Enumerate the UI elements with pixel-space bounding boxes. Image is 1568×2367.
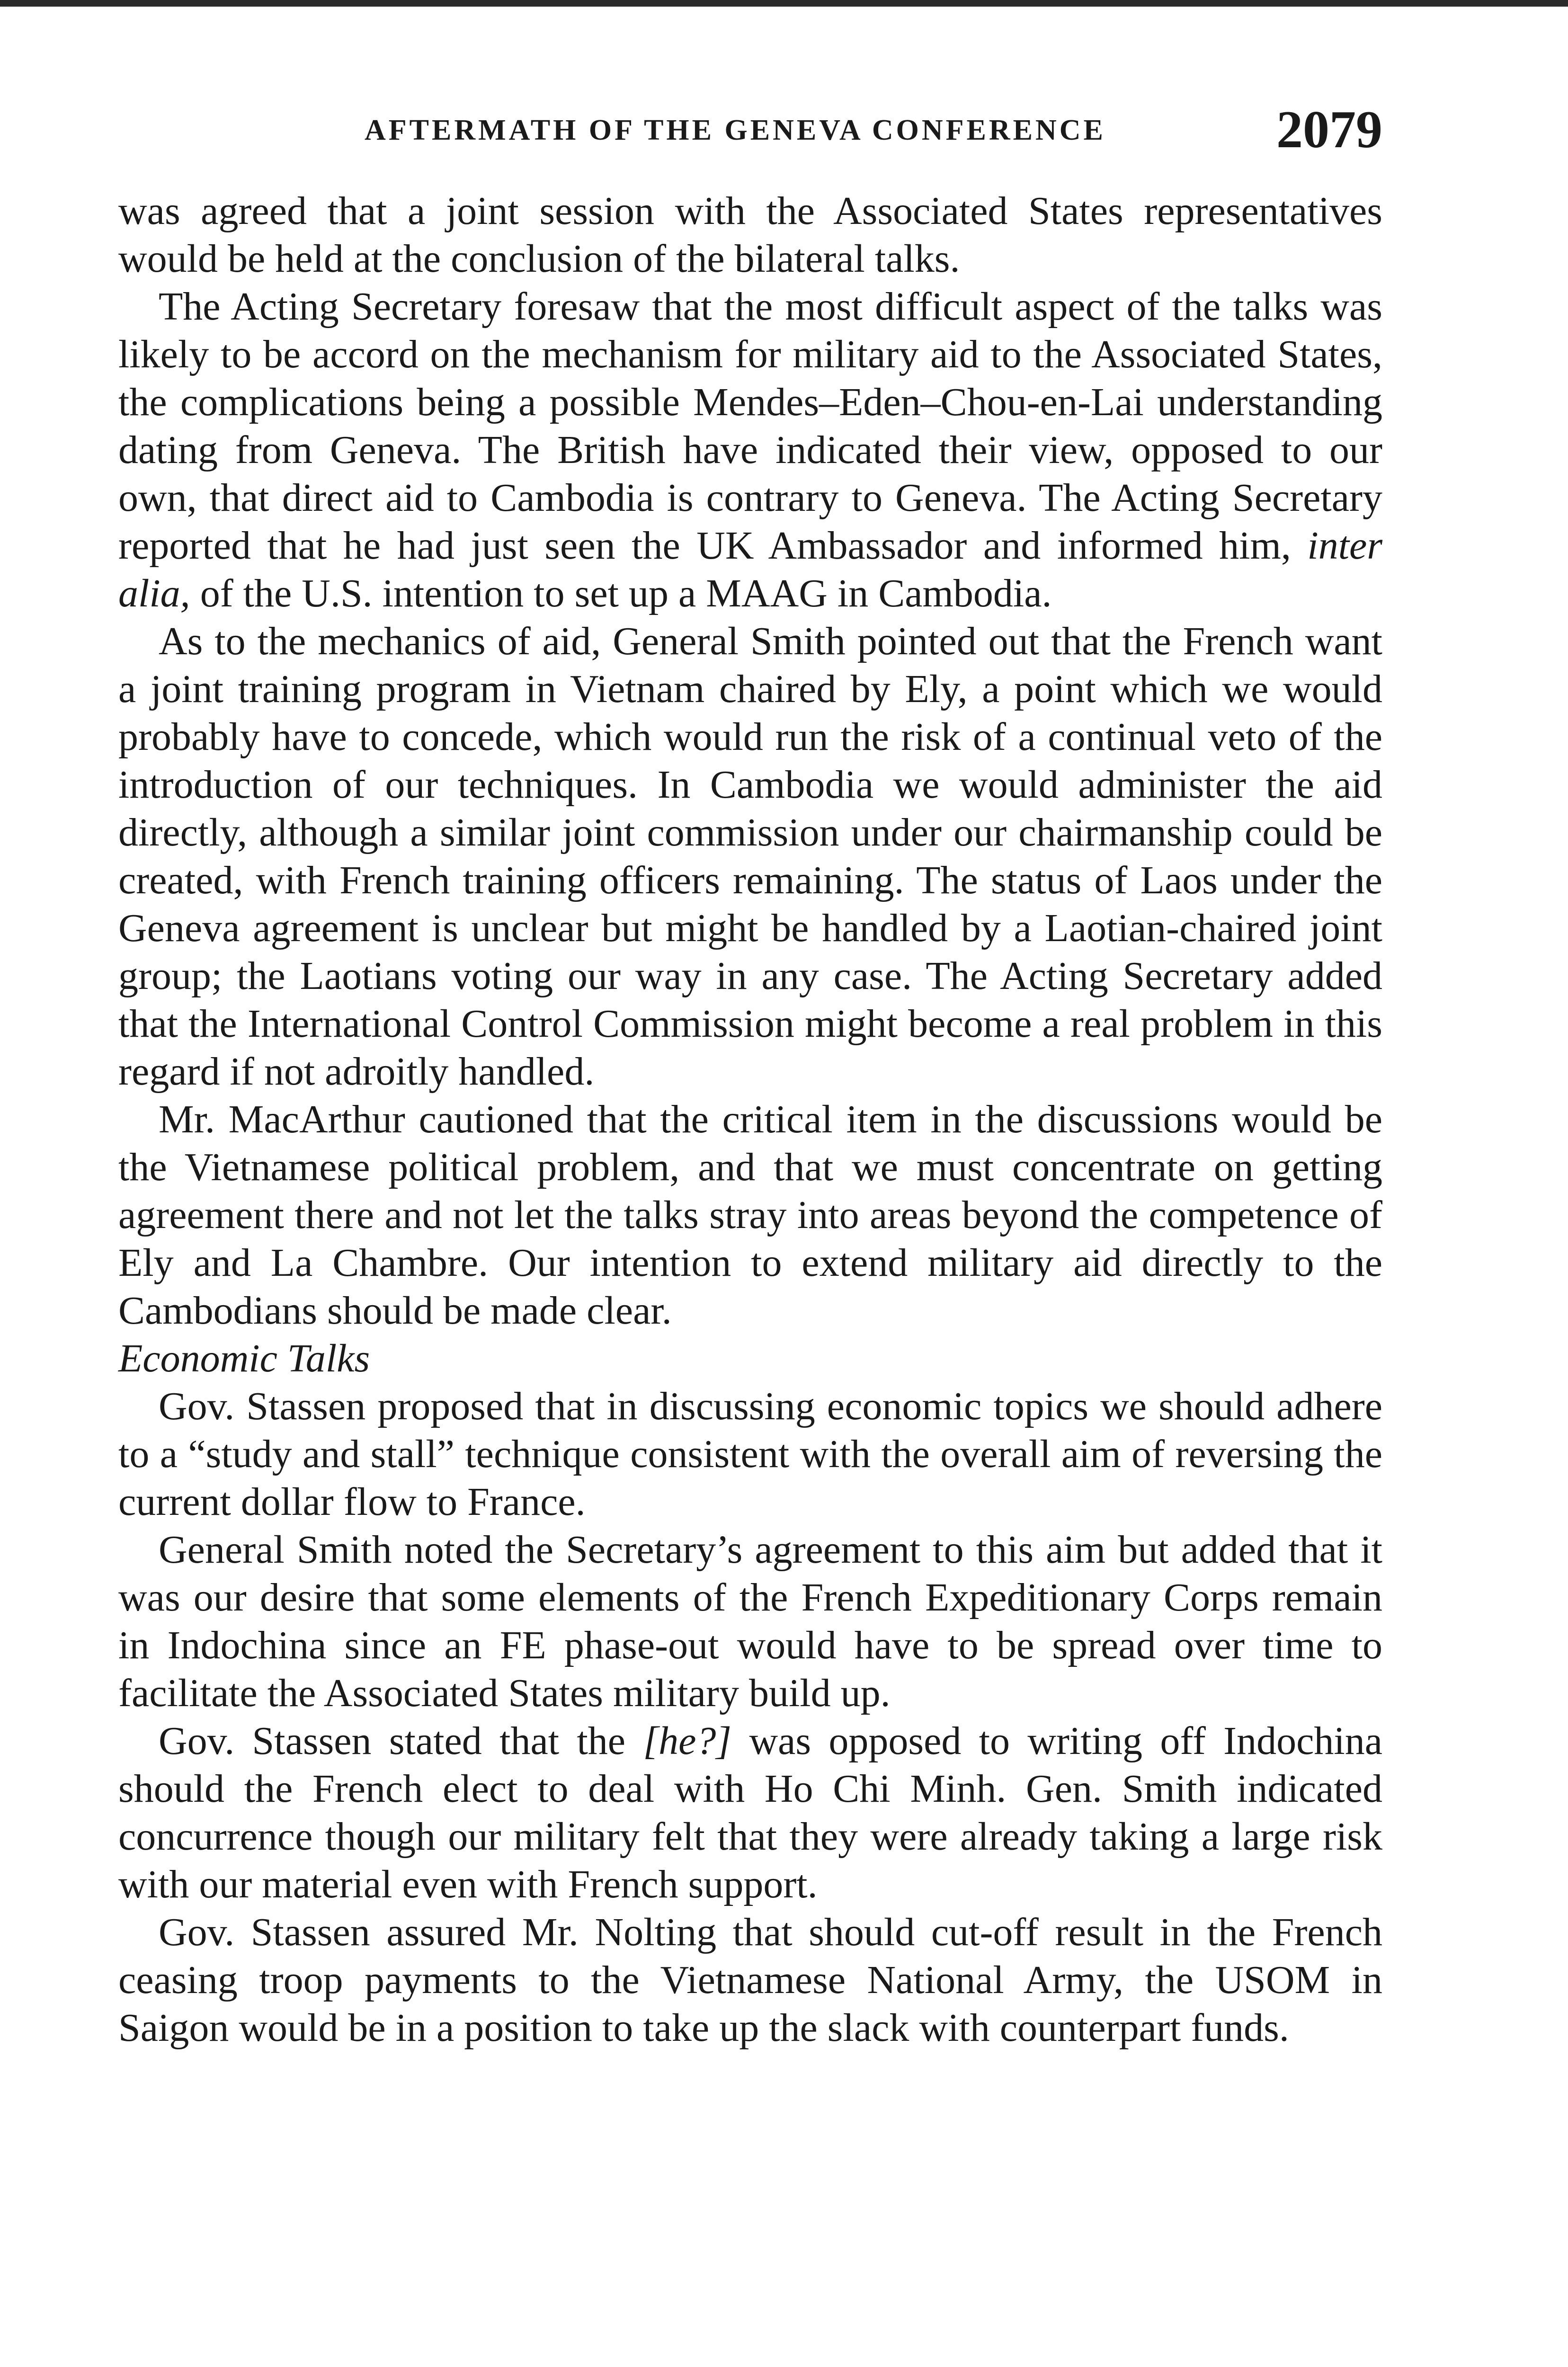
section-heading: Economic Talks [118,1336,370,1380]
paragraph-text: The Acting Secretary foresaw that the most difficult aspect of the talks was likely to be accord on the mechanism for military aid to the Associated States, the complications being a possible Mendes–Eden–Chou-en-Lai understanding dating from Geneva. The British have indicated their view, opposed to our own, that direct aid to Cambodia is contrary to Geneva. The Acting Secretary reported that he had just seen the UK Ambassador and informed him, [118,285,1382,568]
paragraph-mechanics-of-aid: As to the mechanics of aid, General Smith pointed out that the French want a joint training program in Vietnam chaired by Ely, a point which we would probably have to concede, which would run the risk of a continual veto of the introduction of our techniques. In Cambodia we would administer the aid directly, although a similar joint commission under our chairmanship could be created, with French training officers remaining. The status of Laos under the Geneva agreement is unclear but might be handled by a Laotian-chaired joint group; the Laotians voting our way in any case. The Acting Secretary added that the International Control Commission might become a real problem in this regard if not adroitly handled. [118,619,1382,1094]
italic-phrase: inter alia, [118,524,1383,615]
paragraph-stassen-nolting: Gov. Stassen assured Mr. Nolting that should cut-off result in the French ceasing troop payments to the Vietnamese National Army, the USOM in Saigon would be in a position to take up the slack with counterpart funds. [118,1910,1382,2050]
paragraph-text: was opposed to writing off Indochina should the French elect to deal with Ho Chi Minh. Gen. Smith indicated concurrence though our military felt that they were already taking a large risk with our material even with French support. [118,1719,1383,1906]
paragraph-stassen-study-and-stall: Gov. Stassen proposed that in discussing economic topics we should adhere to a “study and stall” technique consistent with the overall aim of reversing the current dollar flow to France. [118,1384,1382,1524]
paragraph-continued: was agreed that a joint session with the Associated States representatives would be held at the conclusion of the bilateral talks. [118,189,1382,281]
paragraph-acting-secretary [118,283,1382,617]
paragraph-macarthur: Mr. MacArthur cautioned that the critical item in the discussions would be the Vietnamese political problem, and that we must concentrate on getting agreement there and not let the talks stray into areas beyond the competence of Ely and La Chambre. Our intention to extend military aid directly to the Cambodians should be made clear. [118,1097,1382,1333]
italic-editorial-insert: [he?] [643,1719,732,1763]
paragraph-text: Gov. Stassen stated that the [159,1719,626,1763]
paragraph-stassen-ho-chi-minh [118,1717,1382,1908]
paragraph-text: of the U.S. intention to set up a MAAG in Cambodia. [200,571,1052,615]
running-head: AFTERMATH OF THE GENEVA CONFERENCE [365,114,1106,146]
body-text [118,187,1382,2052]
page-header [118,99,1382,166]
page-number: 2079 [1276,100,1382,159]
paragraph-smith-expeditionary-corps: General Smith noted the Secretary’s agreement to this aim but added that it was our desire that some elements of the French Expeditionary Corps remain in Indochina since an FE phase-out would have to be spread over time to facilitate the Associated States military build up. [118,1528,1382,1715]
top-edge-rule [0,0,1568,7]
